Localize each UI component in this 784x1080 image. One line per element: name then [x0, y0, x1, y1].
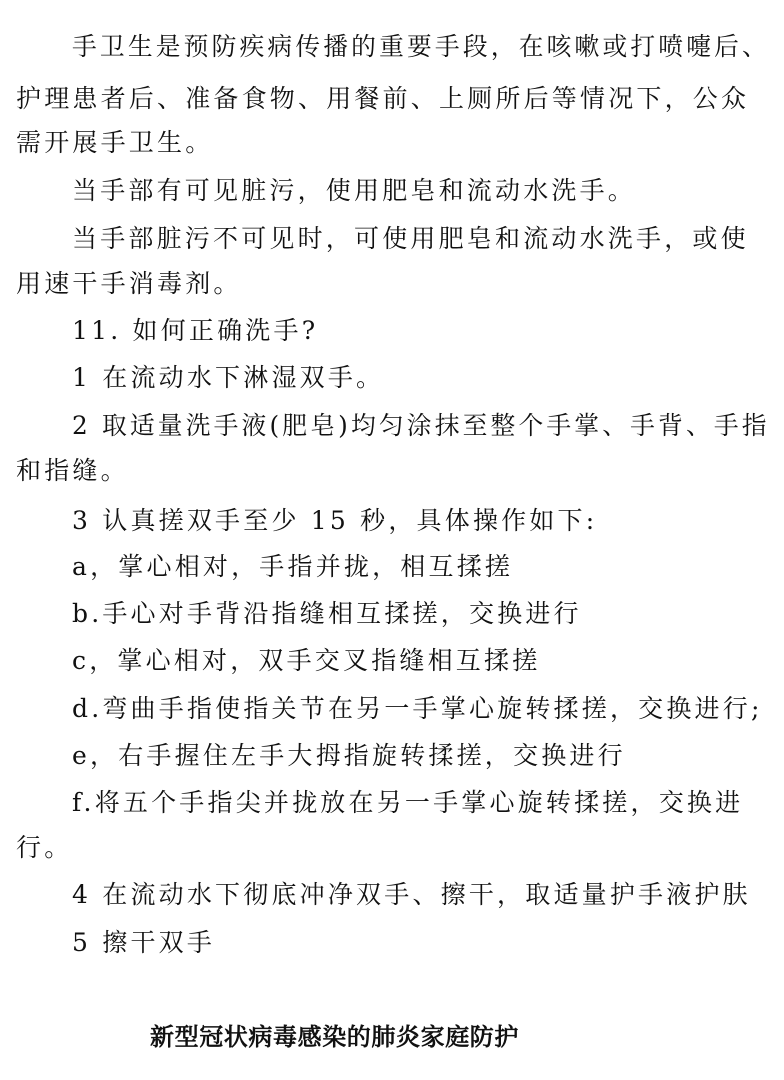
section-heading-how-to-wash: 11. 如何正确洗手?: [72, 316, 319, 345]
paragraph-hand-hygiene-line-2: 护理患者后、准备食物、用餐前、上厕所后等情况下，公众: [16, 84, 750, 113]
step-4: 4 在流动水下彻底冲净双手、擦干，取适量护手液护肤: [72, 880, 751, 909]
substep-a: a，掌心相对，手指并拢，相互揉搓: [72, 552, 514, 581]
substep-b: b.手心对手背沿指缝相互揉搓，交换进行: [72, 599, 582, 628]
substep-e: e，右手握住左手大拇指旋转揉搓，交换进行: [72, 741, 626, 770]
paragraph-invisible-dirt-line-1: 当手部脏污不可见时，可使用肥皂和流动水洗手，或使: [72, 224, 749, 253]
paragraph-hand-hygiene-line-1: 手卫生是预防疾病传播的重要手段，在咳嗽或打喷嚏后、: [72, 32, 770, 61]
footer-title: 新型冠状病毒感染的肺炎家庭防护: [150, 1023, 519, 1051]
paragraph-hand-hygiene-line-3: 需开展手卫生。: [16, 128, 214, 157]
substep-c: c，掌心相对，双手交叉指缝相互揉搓: [72, 646, 541, 675]
step-2-line-1: 2 取适量洗手液(肥皂)均匀涂抹至整个手掌、手背、手指: [72, 411, 770, 440]
step-2-line-2: 和指缝。: [16, 456, 129, 485]
step-3: 3 认真搓双手至少 15 秒，具体操作如下:: [72, 506, 598, 535]
substep-f-line-2: 行。: [16, 833, 73, 862]
substep-f-line-1: f.将五个手指尖并拢放在另一手掌心旋转揉搓，交换进: [72, 788, 744, 817]
substep-d: d.弯曲手指使指关节在另一手掌心旋转揉搓，交换进行;: [72, 694, 763, 723]
paragraph-invisible-dirt-line-2: 用速干手消毒剂。: [16, 269, 242, 298]
step-5: 5 擦干双手: [72, 928, 216, 957]
paragraph-visible-dirt: 当手部有可见脏污，使用肥皂和流动水洗手。: [72, 176, 637, 205]
step-1: 1 在流动水下淋湿双手。: [72, 363, 385, 392]
